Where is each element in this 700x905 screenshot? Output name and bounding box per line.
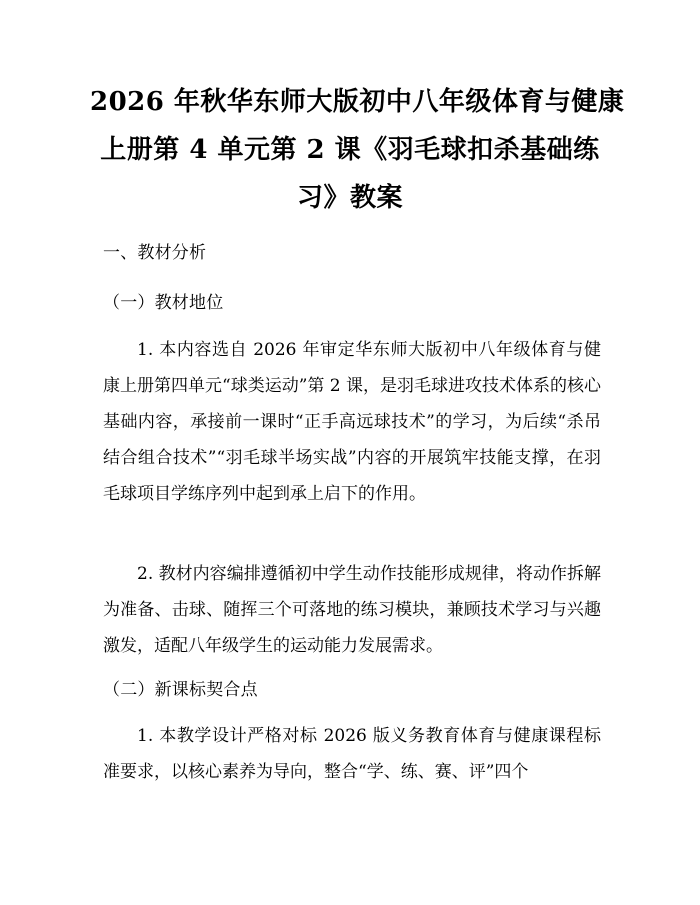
paragraph-alignment-1: 1. 本教学设计严格对标 2026 版义务教育体育与健康课程标准要求，以核心素养为导向，整合“学、练、赛、评”四个	[103, 726, 601, 782]
title-line-3: 习》教案	[296, 183, 403, 213]
subsection-heading-curriculum-alignment: （二）新课标契合点	[103, 680, 258, 700]
subsection-heading-textbook-position: （一）教材地位	[103, 293, 224, 313]
title-line-2: 上册第 4 单元第 2 课《羽毛球扣杀基础练	[100, 135, 600, 165]
document-title	[90, 78, 625, 222]
section-heading-textbook-analysis: 一、教材分析	[103, 243, 207, 263]
paragraph-position-2: 2. 教材内容编排遵循初中学生动作技能形成规律，将动作拆解为准备、击球、随挥三个可落地的练习模块，兼顾技术学习与兴趣激发，适配八年级学生的运动能力发展需求。	[103, 564, 601, 656]
title-line-1: 2026 年秋华东师大版初中八年级体育与健康	[90, 87, 625, 117]
paragraph-position-1: 1. 本内容选自 2026 年审定华东师大版初中八年级体育与健康上册第四单元“球类运动”第 2 课，是羽毛球进攻技术体系的核心基础内容，承接前一课时“正手高远球技术”的学习，为后续“杀吊结合组合技术”“羽毛球半场实战”内容的开展筑牢技能支撑，在羽毛球项目学练序列中起到承上启下的作用。	[103, 340, 602, 504]
